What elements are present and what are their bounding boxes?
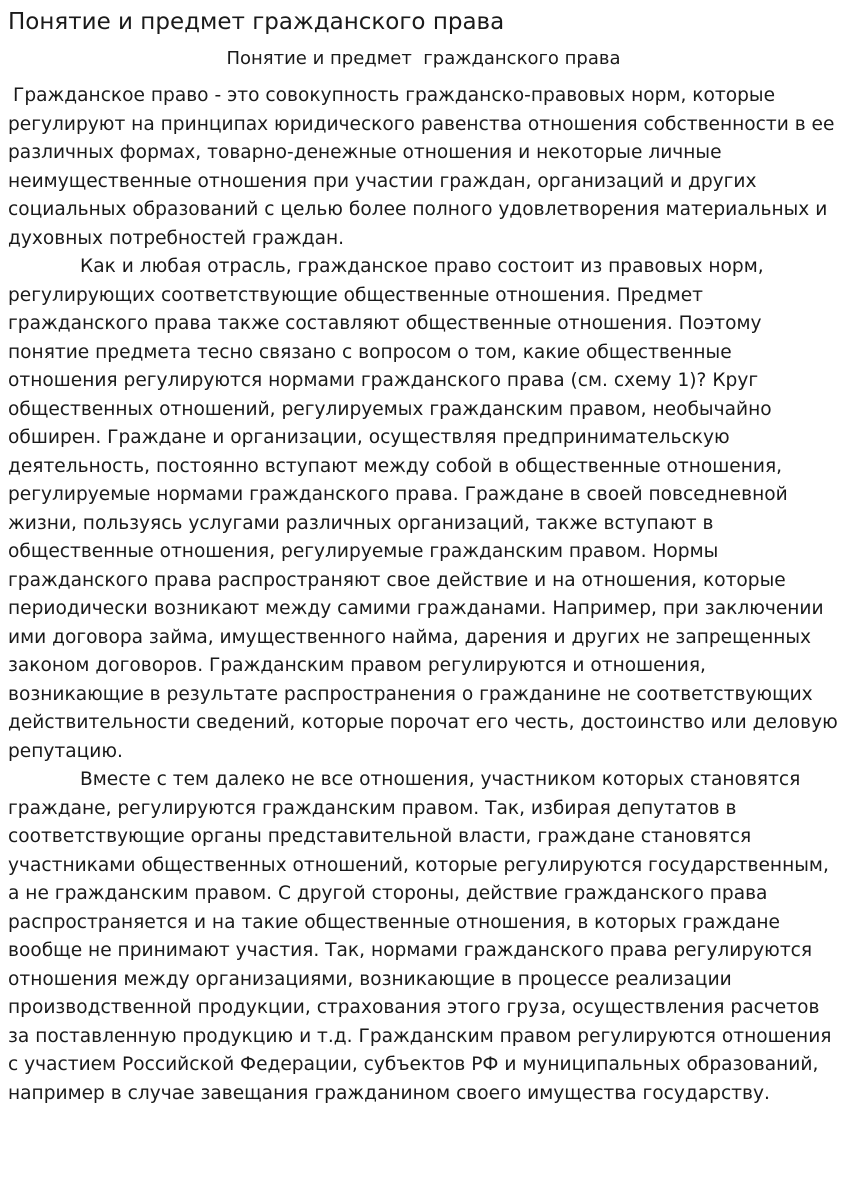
article-subtitle: Понятие и предмет гражданского права: [226, 48, 621, 69]
paragraph-subject: Как и любая отрасль, гражданское право состоит из правовых норм, регулирующих соответствующие общественные отношения. Предмет гражданского права также составляют общественные отношения. Поэтому понятие предмета тесно связано с вопросом о том, какие общественные отношения регулируются нормами гражданского права (см. схему 1)? Круг общественных отношений, регулируемых гражданским правом, необычайно обширен. Граждане и организации, осуществляя предпринимательскую деятельность, постоянно вступают между собой в общественные отношения, регулируемые нормами гражданского права. Граждане в своей повседневной жизни, пользуясь услугами различных организаций, также вступают в общественные отношения, регулируемые гражданским правом. Нормы гражданского права распространяют свое действие и на отношения, которые периодически возникают между самими гражданами. Например, при заключении ими договора займа, имущественного найма, дарения и других не запрещенных законом договоров. Гражданским правом регулируются и отношения, возникающие в результате распространения о гражданине не соответствующих действительности сведений, которые порочат его честь, достоинство или деловую репутацию.: [8, 256, 838, 762]
page-title: Понятие и предмет гражданского права: [8, 9, 505, 35]
paragraph-scope: Вместе с тем далеко не все отношения, участником которых становятся граждане, регулируются гражданским правом. Так, избирая депутатов в соответствующие органы представительной власти, граждане становятся участниками общественных отношений, которые регулируются государственным, а не гражданским правом. С другой стороны, действие гражданского права распространяется и на такие общественные отношения, в которых граждане вообще не принимают участия. Так, нормами гражданского права регулируются отношения между организациями, возникающие в процессе реализации производственной продукции, страхования этого груза, осуществления расчетов за поставленную продукцию и т.д. Гражданским правом регулируются отношения с участием Российской Федерации, субъектов РФ и муниципальных образований, например в случае завещания гражданином своего имущества государству.: [8, 769, 832, 1104]
paragraph-definition: Гражданское право - это совокупность гражданско-правовых норм, которые регулируют на принципах юридического равенства отношения собственности в ее различных формах, товарно-денежные отношения и некоторые личные неимущественные отношения при участии граждан, организаций и других социальных образований с целью более полного удовлетворения материальных и духовных потребностей граждан.: [8, 85, 835, 249]
